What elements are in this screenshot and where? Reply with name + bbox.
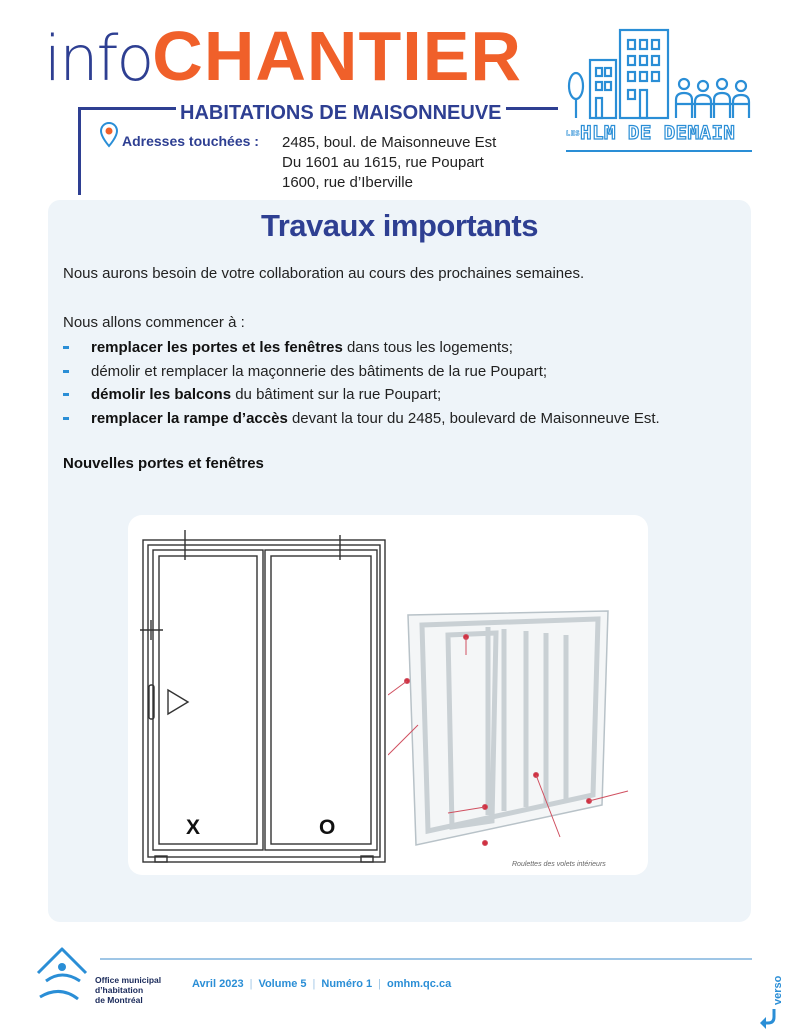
list-item: remplacer les portes et les fenêtres dans tous les logements; (63, 336, 660, 360)
door-label-fixed: X (186, 816, 201, 839)
brand-info: info (44, 22, 153, 95)
address-line: Du 1601 au 1615, rue Poupart (282, 154, 484, 171)
city-buildings-icon (566, 28, 756, 120)
hlm-logo-text: HLM DE DEMAIN (580, 122, 736, 144)
brand-title (44, 16, 522, 96)
address-line: 1600, rue d’Iberville (282, 174, 413, 191)
window-caption: Roulettes des volets intérieurs (512, 861, 606, 868)
door-label-operable: O (319, 816, 336, 839)
hlm-logo-prefix: LES (566, 129, 581, 138)
bullet-dash (63, 346, 69, 349)
project-title: HABITATIONS DE MAISONNEUVE (176, 101, 506, 125)
hlm-de-demain-logo (566, 122, 735, 144)
bullet-dash (63, 370, 69, 373)
intro-text: Nous aurons besoin de votre collaboration au cours des prochaines semaines. (63, 265, 585, 282)
section-subheading: Nouvelles portes et fenêtres (63, 455, 264, 472)
verso-label: verso (772, 975, 784, 1005)
bullet-dash (63, 393, 69, 396)
work-list (63, 336, 660, 430)
address-list (282, 133, 496, 193)
omhm-logo-icon (30, 943, 92, 1005)
location-pin-icon (100, 122, 118, 148)
lead-text: Nous allons commencer à : (63, 314, 245, 331)
issue-number: Numéro 1 (321, 978, 373, 990)
brand-chantier: CHANTIER (152, 17, 522, 95)
patio-door-illustration (135, 520, 395, 870)
list-item: remplacer la rampe d’accès devant la tour du 2485, boulevard de Maisonneuve Est. (63, 407, 660, 431)
list-item: démolir les balcons du bâtiment sur la rue Poupart; (63, 383, 660, 407)
panel-title: Travaux importants (261, 208, 538, 243)
list-item: démolir et remplacer la maçonnerie des bâtiments de la rue Poupart; (63, 360, 660, 384)
website-link[interactable]: omhm.qc.ca (387, 978, 452, 990)
address-line: 2485, boul. de Maisonneuve Est (282, 134, 497, 151)
issue-volume: Volume 5 (258, 978, 307, 990)
footer-divider (100, 958, 752, 960)
turn-page-arrow-icon (760, 1007, 786, 1029)
address-label: Adresses touchées : (122, 133, 259, 149)
bullet-dash (63, 417, 69, 420)
organization-name: Office municipal d’habitation de Montréal (95, 975, 162, 1005)
issue-date: Avril 2023 (192, 978, 244, 990)
verso-indicator[interactable] (760, 965, 790, 1031)
sliding-window-illustration (388, 605, 633, 867)
hlm-logo-underline (566, 150, 752, 152)
publication-info: Avril 2023 | Volume 5 | Numéro 1 | omhm.qc.ca (192, 978, 452, 990)
